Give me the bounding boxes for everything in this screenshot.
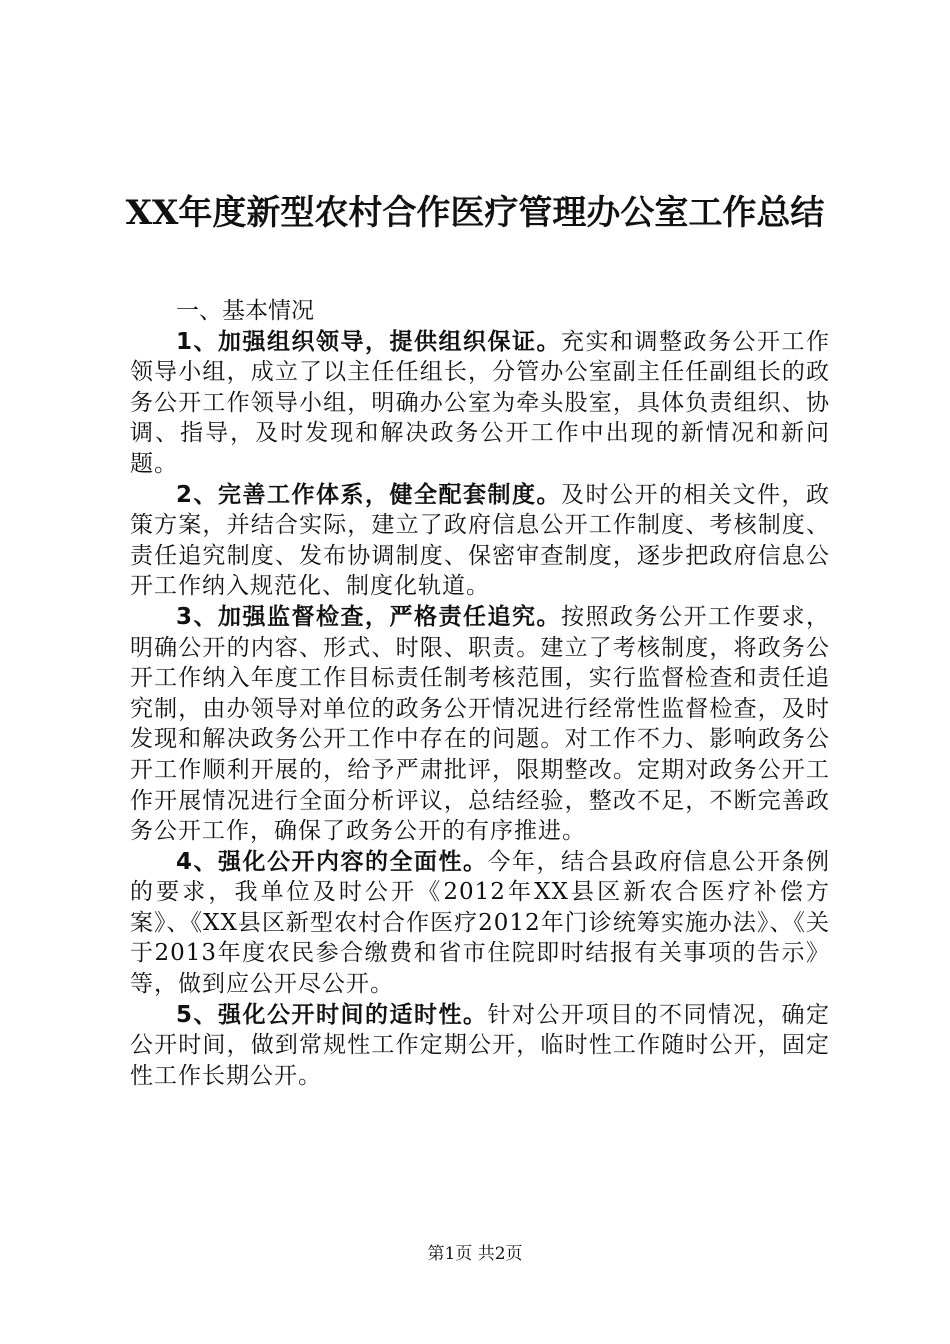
paragraph-lead: 1、加强组织领导，提供组织保证。 [176,328,561,355]
document-body [130,296,830,1091]
paragraph-text: 及时公开的相关文件，政策方案，并结合实际，建立了政府信息公开工作制度、考核制度、责任追究制度、发布协调制度、保密审查制度，逐步把政府信息公开工作纳入规范化、制度化轨道。 [130,481,830,600]
paragraph-lead: 4、强化公开内容的全面性。 [176,848,488,875]
paragraph-3 [130,602,830,847]
paragraph-text: 按照政务公开工作要求，明确公开的内容、形式、时限、职责。建立了考核制度，将政务公开工作纳入年度工作目标责任制考核范围，实行监督检查和责任追究制，由办领导对单位的政务公开情况进行经常性监督检查，及时发现和解决政务公开工作中存在的问题。对工作不力、影响政务公开工作顺利开展的，给予严肃批评，限期整改。定期对政务公开工作开展情况进行全面分析评议，总结经验，整改不足，不断完善政务公开工作，确保了政务公开的有序推进。 [130,603,830,845]
paragraph-1 [130,327,830,480]
paragraph-4 [130,847,830,1000]
section-heading: 一、基本情况 [176,298,314,324]
paragraph-2 [130,480,830,602]
paragraph-lead: 3、加强监督检查，严格责任追究。 [176,603,561,630]
paragraph-text: 充实和调整政务公开工作领导小组，成立了以主任任组长，分管办公室副主任任副组长的政务公开工作领导小组，明确办公室为牵头股室，具体负责组织、协调、指导，及时发现和解决政务公开工作中出现的新情况和新问题。 [130,328,830,477]
document-title: XX年度新型农村合作医疗管理办公室工作总结 [125,193,825,233]
paragraph-text: 针对公开项目的不同情况，确定公开时间，做到常规性工作定期公开，临时性工作随时公开，固定性工作长期公开。 [130,1001,830,1089]
paragraph-5 [130,1000,830,1092]
page-footer: 第1页 共2页 [427,1244,523,1264]
paragraph-lead: 5、强化公开时间的适时性。 [176,1001,488,1028]
paragraph-text: 今年，结合县政府信息公开条例的要求，我单位及时公开《2012年XX县区新农合医疗补偿方案》、《XX县区新型农村合作医疗2012年门诊统筹实施办法》、《关于2013年度农民参合缴费和省市住院即时结报有关事项的告示》等，做到应公开尽公开。 [130,848,830,998]
paragraph-lead: 2、完善工作体系，健全配套制度。 [176,481,561,508]
